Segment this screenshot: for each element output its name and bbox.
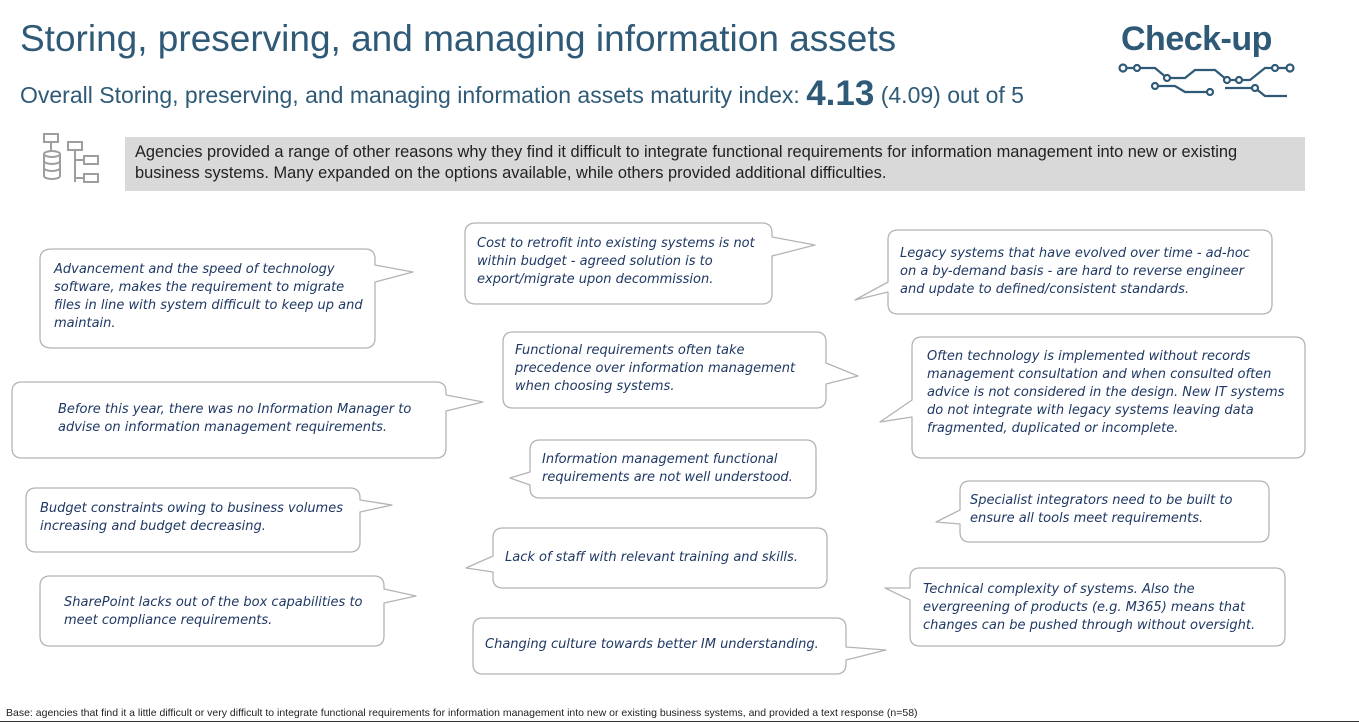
response-2: Cost to retrofit into existing systems is not within budget - agreed solution is to export/migrate upon decommission. xyxy=(477,236,755,287)
response-1: Advancement and the speed of technology software, makes the requirement to migrate files in line with system difficult to keep up and maintain. xyxy=(54,262,363,331)
maturity-index-previous: (4.09) xyxy=(880,82,941,108)
response-8: Budget constraints owing to business volumes increasing and budget decreasing. xyxy=(40,501,343,534)
response-12: Technical complexity of systems. Also the evergreening of products (e.g. M365) means that changes can be pushed through without oversight. xyxy=(923,582,1256,633)
response-10: Lack of staff with relevant training and skills. xyxy=(505,550,798,565)
response-6: Before this year, there was no Information Manager to advise on information management requirements. xyxy=(58,402,412,435)
logo-text: Check-up xyxy=(1121,20,1272,58)
response-7: Information management functional requirements are not well understood. xyxy=(542,452,793,485)
response-11: SharePoint lacks out of the box capabilities to meet compliance requirements. xyxy=(64,595,363,628)
page-title: Storing, preserving, and managing information assets xyxy=(20,18,897,59)
intro-text: Agencies provided a range of other reasons why they find it difficult to integrate functional requirements for information management into new or existing business systems. Many expanded on the options available, while others provided additional difficulties. xyxy=(125,137,1305,191)
response-4: Functional requirements often take precedence over information management when choosing systems. xyxy=(515,343,796,394)
footer-divider xyxy=(0,721,1359,722)
response-3: Legacy systems that have evolved over time - ad-hoc on a by-demand basis - are hard to reverse engineer and update to defined/consistent standards. xyxy=(900,246,1250,297)
response-5: Often technology is implemented without records management consultation and when consulted often advice is not considered in the design. New IT systems do not integrate with legacy systems leaving data fragmented, duplicated or incomplete. xyxy=(927,349,1285,436)
response-9: Specialist integrators need to be built to ensure all tools meet requirements. xyxy=(970,493,1233,526)
subtitle-prefix: Overall Storing, preserving, and managing information assets maturity index: xyxy=(20,82,807,108)
base-note: Base: agencies that find it a little difficult or very difficult to integrate functional requirements for information management into new or existing business systems, and provided a text response (n=58) xyxy=(6,707,918,719)
maturity-index-value: 4.13 xyxy=(806,74,875,113)
subtitle-suffix: out of 5 xyxy=(940,82,1024,108)
response-13: Changing culture towards better IM understanding. xyxy=(485,637,819,652)
